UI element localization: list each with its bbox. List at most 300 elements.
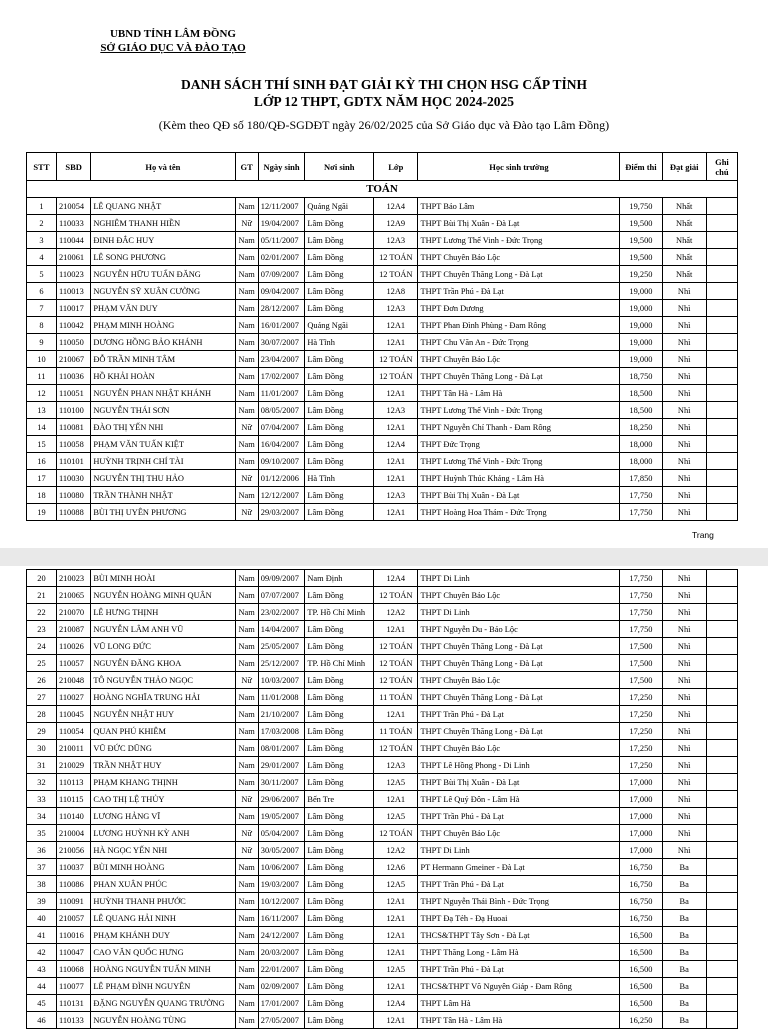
table-row	[27, 774, 738, 791]
cell-note	[706, 672, 737, 689]
cell-gender: Nam	[235, 351, 258, 368]
cell-class: 12A5	[374, 876, 418, 893]
cell-class: 12A1	[374, 791, 418, 808]
cell-birthplace: Lâm Đồng	[305, 504, 374, 521]
cell-school: THPT Di Linh	[418, 604, 620, 621]
cell-school: THCS&THPT Võ Nguyên Giáp - Đam Rông	[418, 978, 620, 995]
cell-class: 12A1	[374, 927, 418, 944]
cell-stt: 37	[27, 859, 57, 876]
cell-dob: 19/05/2007	[258, 808, 305, 825]
cell-dob: 16/11/2007	[258, 910, 305, 927]
cell-score: 19,500	[620, 249, 662, 266]
cell-class: 12A6	[374, 859, 418, 876]
cell-sbd: 210065	[56, 587, 90, 604]
cell-birthplace: Lâm Đồng	[305, 876, 374, 893]
cell-sbd: 110042	[56, 317, 90, 334]
cell-name: BÙI MINH HOÀNG	[91, 859, 235, 876]
table-row	[27, 215, 738, 232]
table-row	[27, 232, 738, 249]
cell-dob: 17/02/2007	[258, 368, 305, 385]
cell-name: HOÀNG NGHĨA TRUNG HẢI	[91, 689, 235, 706]
cell-name: PHẠM KHANG THỊNH	[91, 774, 235, 791]
cell-note	[706, 283, 737, 300]
cell-stt: 16	[27, 453, 57, 470]
cell-note	[706, 842, 737, 859]
cell-dob: 23/04/2007	[258, 351, 305, 368]
cell-dob: 05/11/2007	[258, 232, 305, 249]
cell-class: 12 TOÁN	[374, 740, 418, 757]
cell-name: BÙI THỊ UYÊN PHƯƠNG	[91, 504, 235, 521]
cell-school: THPT Trần Phú - Đà Lạt	[418, 961, 620, 978]
cell-birthplace: Lâm Đồng	[305, 944, 374, 961]
cell-school: THPT Huỳnh Thúc Kháng - Lâm Hà	[418, 470, 620, 487]
document-subtitle: (Kèm theo QĐ số 180/QĐ-SGDĐT ngày 26/02/2025 của Sở Giáo dục và Đào tạo Lâm Đồng)	[158, 118, 610, 132]
cell-sbd: 110054	[56, 723, 90, 740]
cell-dob: 25/12/2007	[258, 655, 305, 672]
cell-score: 17,500	[620, 672, 662, 689]
cell-note	[706, 944, 737, 961]
cell-class: 12 TOÁN	[374, 672, 418, 689]
cell-award: Nhì	[662, 487, 706, 504]
cell-stt: 44	[27, 978, 57, 995]
cell-score: 18,500	[620, 385, 662, 402]
cell-name: NGUYỄN HOÀNG TÙNG	[91, 1012, 235, 1029]
cell-class: 12A3	[374, 402, 418, 419]
table-row	[27, 604, 738, 621]
cell-name: ĐỖ TRẦN MINH TÂM	[91, 351, 235, 368]
cell-stt: 6	[27, 283, 57, 300]
cell-birthplace: Lâm Đồng	[305, 842, 374, 859]
cell-award: Nhì	[662, 504, 706, 521]
cell-stt: 11	[27, 368, 57, 385]
cell-score: 17,000	[620, 825, 662, 842]
cell-sbd: 210057	[56, 910, 90, 927]
cell-stt: 32	[27, 774, 57, 791]
cell-name: PHẠM VĂN TUẤN KIỆT	[91, 436, 235, 453]
document-header-left	[88, 27, 258, 55]
cell-note	[706, 198, 737, 215]
cell-award: Nhì	[662, 791, 706, 808]
cell-gender: Nam	[235, 604, 258, 621]
cell-stt: 24	[27, 638, 57, 655]
cell-gender: Nam	[235, 368, 258, 385]
cell-score: 17,500	[620, 638, 662, 655]
cell-name: VŨ ĐỨC DŨNG	[91, 740, 235, 757]
cell-note	[706, 927, 737, 944]
cell-sbd: 110037	[56, 859, 90, 876]
cell-score: 17,750	[620, 487, 662, 504]
cell-class: 12A1	[374, 893, 418, 910]
cell-birthplace: Lâm Đồng	[305, 621, 374, 638]
cell-birthplace: Lâm Đồng	[305, 351, 374, 368]
table-row	[27, 300, 738, 317]
cell-class: 12A5	[374, 961, 418, 978]
cell-name: HÀ NGỌC YẾN NHI	[91, 842, 235, 859]
cell-score: 19,000	[620, 334, 662, 351]
cell-gender: Nam	[235, 436, 258, 453]
cell-gender: Nam	[235, 266, 258, 283]
cell-birthplace: Hà Tĩnh	[305, 334, 374, 351]
org-name: UBND TỈNH LÂM ĐỒNG	[109, 28, 236, 40]
table-row	[27, 570, 738, 587]
cell-note	[706, 470, 737, 487]
cell-sbd: 210023	[56, 570, 90, 587]
cell-note	[706, 791, 737, 808]
cell-dob: 22/01/2007	[258, 961, 305, 978]
cell-dob: 17/01/2007	[258, 995, 305, 1012]
cell-class: 12 TOÁN	[374, 825, 418, 842]
cell-birthplace: Lâm Đồng	[305, 232, 374, 249]
cell-score: 17,000	[620, 808, 662, 825]
cell-class: 12A2	[374, 604, 418, 621]
cell-gender: Nam	[235, 300, 258, 317]
cell-birthplace: Lâm Đồng	[305, 672, 374, 689]
cell-score: 19,000	[620, 317, 662, 334]
cell-stt: 20	[27, 570, 57, 587]
cell-stt: 46	[27, 1012, 57, 1029]
cell-score: 19,750	[620, 198, 662, 215]
table-row	[27, 487, 738, 504]
cell-school: THPT Trần Phú - Đà Lạt	[418, 808, 620, 825]
cell-school: THPT Bùi Thị Xuân - Đà Lạt	[418, 215, 620, 232]
cell-sbd: 210011	[56, 740, 90, 757]
cell-award: Ba	[662, 978, 706, 995]
cell-award: Nhất	[662, 215, 706, 232]
cell-stt: 38	[27, 876, 57, 893]
cell-birthplace: Lâm Đồng	[305, 825, 374, 842]
cell-dob: 25/05/2007	[258, 638, 305, 655]
cell-school: THPT Di Linh	[418, 570, 620, 587]
cell-score: 16,250	[620, 1012, 662, 1029]
cell-name: TRẦN THÀNH NHẬT	[91, 487, 235, 504]
section-title: TOÁN	[27, 181, 738, 198]
cell-award: Nhì	[662, 368, 706, 385]
cell-gender: Nam	[235, 655, 258, 672]
table-row	[27, 621, 738, 638]
cell-class: 11 TOÁN	[374, 723, 418, 740]
cell-award: Ba	[662, 859, 706, 876]
table-row	[27, 334, 738, 351]
cell-gender: Nam	[235, 706, 258, 723]
cell-gender: Nữ	[235, 791, 258, 808]
cell-gender: Nam	[235, 587, 258, 604]
cell-sbd: 110017	[56, 300, 90, 317]
cell-sbd: 210070	[56, 604, 90, 621]
cell-stt: 28	[27, 706, 57, 723]
cell-score: 18,750	[620, 368, 662, 385]
table-row	[27, 266, 738, 283]
cell-dob: 05/04/2007	[258, 825, 305, 842]
cell-name: HUỲNH TRỊNH CHÍ TÀI	[91, 453, 235, 470]
cell-award: Nhì	[662, 638, 706, 655]
cell-stt: 25	[27, 655, 57, 672]
cell-class: 12A5	[374, 808, 418, 825]
cell-sbd: 110113	[56, 774, 90, 791]
title-line-2: LỚP 12 THPT, GDTX NĂM HỌC 2024-2025	[253, 94, 515, 109]
cell-score: 16,750	[620, 893, 662, 910]
cell-dob: 28/12/2007	[258, 300, 305, 317]
table-row	[27, 995, 738, 1012]
cell-stt: 42	[27, 944, 57, 961]
cell-dob: 30/07/2007	[258, 334, 305, 351]
cell-school: THPT Lê Hồng Phong - Di Linh	[418, 757, 620, 774]
cell-note	[706, 504, 737, 521]
col-sbd: SBD	[56, 153, 90, 181]
table-row	[27, 638, 738, 655]
cell-sbd: 110100	[56, 402, 90, 419]
cell-school: THPT Đạ Tẻh - Đạ Huoai	[418, 910, 620, 927]
cell-score: 17,250	[620, 706, 662, 723]
table-row	[27, 757, 738, 774]
page-label: Trang	[692, 530, 714, 540]
cell-score: 19,250	[620, 266, 662, 283]
cell-class: 12A3	[374, 300, 418, 317]
cell-school: THPT Tân Hà - Lâm Hà	[418, 385, 620, 402]
col-birthplace: Nơi sinh	[305, 153, 374, 181]
col-score: Điểm thi	[620, 153, 662, 181]
cell-note	[706, 740, 737, 757]
cell-stt: 10	[27, 351, 57, 368]
cell-score: 17,750	[620, 587, 662, 604]
cell-school: THPT Lương Thế Vinh - Đức Trọng	[418, 232, 620, 249]
table-row	[27, 859, 738, 876]
table-row	[27, 961, 738, 978]
cell-note	[706, 368, 737, 385]
cell-dob: 19/03/2007	[258, 876, 305, 893]
cell-award: Nhì	[662, 621, 706, 638]
cell-score: 18,250	[620, 419, 662, 436]
cell-sbd: 110026	[56, 638, 90, 655]
cell-sbd: 110036	[56, 368, 90, 385]
cell-class: 12 TOÁN	[374, 587, 418, 604]
cell-score: 17,250	[620, 757, 662, 774]
cell-class: 12 TOÁN	[374, 655, 418, 672]
table-row	[27, 419, 738, 436]
cell-dob: 08/01/2007	[258, 740, 305, 757]
cell-stt: 19	[27, 504, 57, 521]
cell-class: 12A3	[374, 757, 418, 774]
cell-school: THPT Chu Văn An - Đức Trọng	[418, 334, 620, 351]
cell-gender: Nam	[235, 910, 258, 927]
cell-birthplace: Lâm Đồng	[305, 436, 374, 453]
cell-name: NGUYỄN THỊ THU HẢO	[91, 470, 235, 487]
cell-gender: Nữ	[235, 470, 258, 487]
cell-award: Nhì	[662, 436, 706, 453]
col-gender: GT	[235, 153, 258, 181]
cell-school: THPT Chuyên Thăng Long - Đà Lạt	[418, 638, 620, 655]
cell-note	[706, 300, 737, 317]
cell-score: 17,750	[620, 604, 662, 621]
cell-class: 12A4	[374, 995, 418, 1012]
cell-note	[706, 638, 737, 655]
cell-gender: Nam	[235, 487, 258, 504]
cell-stt: 40	[27, 910, 57, 927]
cell-class: 12 TOÁN	[374, 249, 418, 266]
cell-score: 16,500	[620, 978, 662, 995]
cell-gender: Nam	[235, 944, 258, 961]
cell-dob: 30/11/2007	[258, 774, 305, 791]
cell-school: THPT Chuyên Thăng Long - Đà Lạt	[418, 368, 620, 385]
cell-stt: 45	[27, 995, 57, 1012]
cell-name: NGHIÊM THANH HIỀN	[91, 215, 235, 232]
table-row	[27, 351, 738, 368]
cell-name: PHAN XUÂN PHÚC	[91, 876, 235, 893]
table-row	[27, 689, 738, 706]
cell-note	[706, 876, 737, 893]
cell-dob: 10/12/2007	[258, 893, 305, 910]
cell-birthplace: Lâm Đồng	[305, 706, 374, 723]
cell-name: HỒ KHẢI HOÀN	[91, 368, 235, 385]
cell-stt: 15	[27, 436, 57, 453]
cell-sbd: 110081	[56, 419, 90, 436]
cell-award: Nhì	[662, 570, 706, 587]
cell-dob: 09/09/2007	[258, 570, 305, 587]
cell-gender: Nam	[235, 453, 258, 470]
cell-award: Nhì	[662, 808, 706, 825]
cell-dob: 02/09/2007	[258, 978, 305, 995]
cell-gender: Nam	[235, 689, 258, 706]
cell-stt: 29	[27, 723, 57, 740]
cell-gender: Nam	[235, 570, 258, 587]
cell-gender: Nam	[235, 232, 258, 249]
cell-school: THPT Trần Phú - Đà Lạt	[418, 283, 620, 300]
table-row	[27, 927, 738, 944]
cell-award: Nhì	[662, 453, 706, 470]
cell-stt: 26	[27, 672, 57, 689]
cell-stt: 9	[27, 334, 57, 351]
cell-gender: Nam	[235, 774, 258, 791]
cell-stt: 30	[27, 740, 57, 757]
section-row	[27, 181, 738, 198]
cell-award: Nhì	[662, 825, 706, 842]
table-row	[27, 910, 738, 927]
cell-name: NGUYỄN LÂM ANH VŨ	[91, 621, 235, 638]
cell-class: 12A1	[374, 706, 418, 723]
cell-gender: Nam	[235, 198, 258, 215]
col-school: Học sinh trường	[418, 153, 620, 181]
table-row	[27, 1012, 738, 1029]
cell-award: Nhì	[662, 706, 706, 723]
table-row	[27, 876, 738, 893]
cell-school: THPT Trần Phú - Đà Lạt	[418, 706, 620, 723]
table-row	[27, 808, 738, 825]
cell-score: 19,000	[620, 300, 662, 317]
cell-award: Nhì	[662, 740, 706, 757]
cell-award: Ba	[662, 961, 706, 978]
cell-stt: 3	[27, 232, 57, 249]
cell-note	[706, 706, 737, 723]
cell-gender: Nam	[235, 808, 258, 825]
cell-class: 12A3	[374, 232, 418, 249]
cell-school: THPT Chuyên Thăng Long - Đà Lạt	[418, 655, 620, 672]
cell-school: THPT Chuyên Bảo Lộc	[418, 587, 620, 604]
cell-school: THPT Bảo Lâm	[418, 198, 620, 215]
cell-stt: 1	[27, 198, 57, 215]
title-line-1: DANH SÁCH THÍ SINH ĐẠT GIẢI KỲ THI CHỌN HSG CẤP TỈNH	[181, 77, 587, 92]
cell-stt: 18	[27, 487, 57, 504]
cell-score: 17,500	[620, 655, 662, 672]
cell-birthplace: Lâm Đồng	[305, 215, 374, 232]
cell-birthplace: Lâm Đồng	[305, 757, 374, 774]
cell-score: 17,000	[620, 791, 662, 808]
table-row	[27, 978, 738, 995]
cell-dob: 16/01/2007	[258, 317, 305, 334]
cell-award: Ba	[662, 927, 706, 944]
cell-sbd: 110057	[56, 655, 90, 672]
cell-name: PHẠM VĂN DUY	[91, 300, 235, 317]
cell-sbd: 110044	[56, 232, 90, 249]
cell-birthplace: Lâm Đồng	[305, 402, 374, 419]
cell-sbd: 110077	[56, 978, 90, 995]
cell-school: THPT Chuyên Thăng Long - Đà Lạt	[418, 266, 620, 283]
cell-birthplace: Quảng Ngãi	[305, 198, 374, 215]
cell-sbd: 110023	[56, 266, 90, 283]
cell-dob: 02/01/2007	[258, 249, 305, 266]
cell-name: QUAN PHÚ KHIÊM	[91, 723, 235, 740]
cell-award: Ba	[662, 910, 706, 927]
cell-gender: Nam	[235, 859, 258, 876]
cell-school: THCS&THPT Tây Sơn - Đà Lạt	[418, 927, 620, 944]
cell-dob: 12/11/2007	[258, 198, 305, 215]
cell-dob: 11/01/2007	[258, 385, 305, 402]
cell-class: 12A5	[374, 774, 418, 791]
cell-award: Nhì	[662, 283, 706, 300]
cell-name: NGUYỄN ĐĂNG KHOA	[91, 655, 235, 672]
cell-award: Ba	[662, 944, 706, 961]
cell-class: 12A1	[374, 944, 418, 961]
cell-stt: 22	[27, 604, 57, 621]
cell-award: Nhì	[662, 385, 706, 402]
table-row	[27, 587, 738, 604]
cell-gender: Nam	[235, 621, 258, 638]
cell-award: Nhì	[662, 757, 706, 774]
cell-name: CAO VĂN QUỐC HƯNG	[91, 944, 235, 961]
cell-sbd: 210054	[56, 198, 90, 215]
cell-gender: Nam	[235, 740, 258, 757]
cell-sbd: 110088	[56, 504, 90, 521]
cell-class: 12A2	[374, 842, 418, 859]
cell-gender: Nam	[235, 283, 258, 300]
cell-class: 12A1	[374, 621, 418, 638]
cell-note	[706, 232, 737, 249]
cell-class: 12A1	[374, 419, 418, 436]
cell-stt: 36	[27, 842, 57, 859]
cell-gender: Nam	[235, 995, 258, 1012]
cell-dob: 19/04/2007	[258, 215, 305, 232]
cell-dob: 07/09/2007	[258, 266, 305, 283]
cell-class: 12A1	[374, 910, 418, 927]
cell-name: NGUYỄN HOÀNG MINH QUÂN	[91, 587, 235, 604]
cell-note	[706, 774, 737, 791]
cell-gender: Nam	[235, 402, 258, 419]
cell-birthplace: Lâm Đồng	[305, 859, 374, 876]
cell-score: 18,000	[620, 436, 662, 453]
cell-stt: 27	[27, 689, 57, 706]
col-stt: STT	[27, 153, 57, 181]
cell-stt: 14	[27, 419, 57, 436]
cell-class: 12 TOÁN	[374, 351, 418, 368]
cell-school: THPT Trần Phú - Đà Lạt	[418, 876, 620, 893]
cell-gender: Nam	[235, 1012, 258, 1029]
cell-gender: Nam	[235, 249, 258, 266]
cell-award: Nhì	[662, 334, 706, 351]
cell-name: ĐÀO THỊ YẾN NHI	[91, 419, 235, 436]
cell-note	[706, 419, 737, 436]
cell-score: 16,750	[620, 859, 662, 876]
cell-sbd: 110050	[56, 334, 90, 351]
cell-birthplace: Lâm Đồng	[305, 978, 374, 995]
table-row	[27, 672, 738, 689]
